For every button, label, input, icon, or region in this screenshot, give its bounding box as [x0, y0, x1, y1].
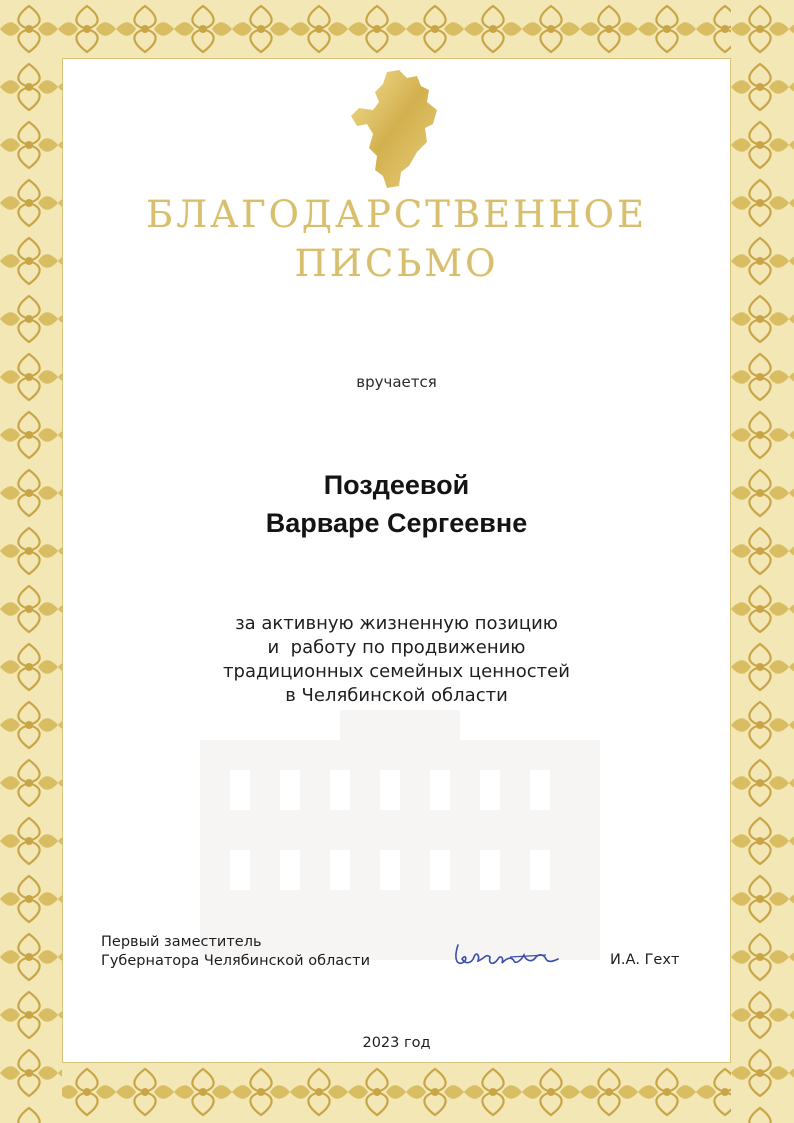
title-line-1: БЛАГОДАРСТВЕННОЕ [146, 193, 647, 236]
award-reason-line: в Челябинской области [285, 685, 508, 706]
signer-position-line-2: Губернатора Челябинской области [101, 953, 371, 969]
handwritten-signature-icon [450, 935, 560, 975]
ornament-border-left [0, 0, 62, 1123]
building-watermark [140, 700, 660, 960]
ornament-border-bottom [0, 1063, 794, 1123]
ornament-border-right [731, 0, 794, 1123]
presented-label: вручается [356, 373, 437, 391]
recipient-surname: Поздеевой [323, 470, 470, 500]
ornament-border-top [0, 0, 794, 58]
award-reason-line: традиционных семейных ценностей [223, 661, 570, 682]
issue-year: 2023 год [362, 1035, 431, 1051]
award-reason-line: за активную жизненную позицию [235, 613, 558, 634]
signer-position-line-1: Первый заместитель [101, 934, 262, 950]
award-reason [62, 612, 731, 708]
title-line-2: ПИСЬМО [294, 242, 499, 285]
signer-name: И.А. Гехт [610, 952, 680, 968]
recipient-given-names: Варваре Сергеевне [265, 508, 528, 538]
signer-position [101, 933, 370, 971]
award-reason-line: и работу по продвижению [267, 637, 526, 658]
chelyabinsk-region-emblem-icon [347, 68, 443, 190]
